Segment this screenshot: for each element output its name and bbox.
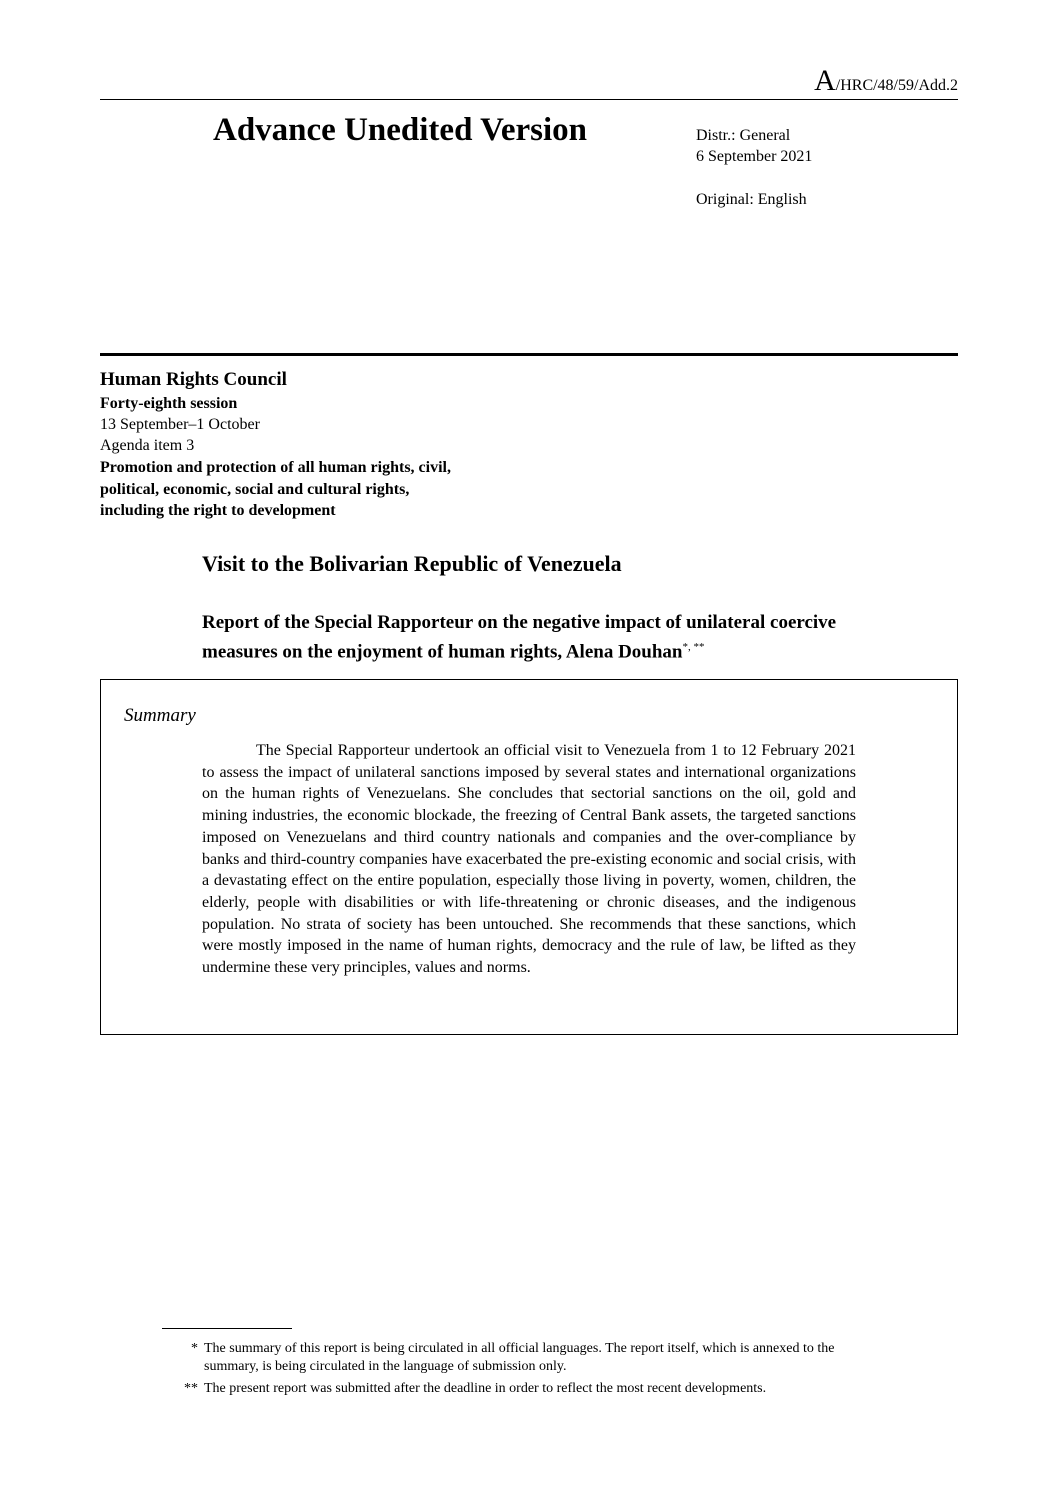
symbol-letter: A [814, 64, 836, 97]
visit-title: Visit to the Bolivarian Republic of Venezuela [202, 551, 622, 576]
agenda-title-line-3: including the right to development [100, 502, 336, 519]
summary-heading: Summary [124, 705, 196, 726]
council-name: Human Rights Council [100, 369, 287, 390]
report-title-text: Report of the Special Rapporteur on the negative impact of unilateral coercive measures on the enjoyment of human rights, Alena Douhan [202, 612, 837, 663]
header-rule [100, 99, 958, 100]
summary-paragraph: The Special Rapporteur undertook an official visit to Venezuela from 1 to 12 February 2021 to assess the impact of unilateral sanctions imposed by several states and international organizations on the human rights of Venezuelans. She concludes that sectorial sanctions on the oil, gold and mining industries, the economic blockade, the freezing of Central Bank assets, the targeted sanctions imposed on Venezuelans and third country nationals and companies and the over-compliance by banks and third-country companies have exacerbated the pre-existing economic and social crisis, with a devastating effect on the entire population, especially those living in poverty, women, children, the elderly, people with disabilities or with life-threatening or chronic diseases, and the indigenous population. No strata of society has been untouched. She recommends that these sanctions, which were mostly imposed in the name of human rights, democracy and the rule of law, be lifted as they undermine these very principles, values and norms. [202, 742, 856, 977]
footnote-1-mark: * [191, 1341, 198, 1356]
original-language: Original: English [696, 191, 807, 208]
agenda-item: Agenda item 3 [100, 437, 195, 454]
summary-box [100, 679, 958, 1035]
footnote-2 [162, 1380, 862, 1398]
advance-unedited-title: Advance Unedited Version [213, 112, 588, 148]
session-name: Forty-eighth session [100, 395, 238, 412]
report-title [202, 611, 882, 664]
footnote-1 [162, 1340, 862, 1376]
symbol-code: /HRC/48/59/Add.2 [835, 77, 958, 94]
session-rule [100, 353, 958, 356]
document-symbol [814, 66, 958, 96]
footnote-separator [162, 1328, 292, 1329]
agenda-title-line-1: Promotion and protection of all human rights, civil, [100, 459, 451, 476]
footnote-2-text: The present report was submitted after the deadline in order to reflect the most recent developments. [204, 1381, 767, 1396]
session-dates: 13 September–1 October [100, 416, 260, 433]
agenda-title-line-2: political, economic, social and cultural rights, [100, 481, 410, 498]
distribution-label: Distr.: General [696, 127, 791, 144]
document-date: 6 September 2021 [696, 148, 813, 165]
footnote-1-text: The summary of this report is being circulated in all official languages. The report itself, which is annexed to the summary, is being circulated in the language of submission only. [204, 1341, 835, 1374]
footnote-marks: *, ** [682, 641, 705, 653]
footnote-2-mark: ** [184, 1381, 198, 1396]
